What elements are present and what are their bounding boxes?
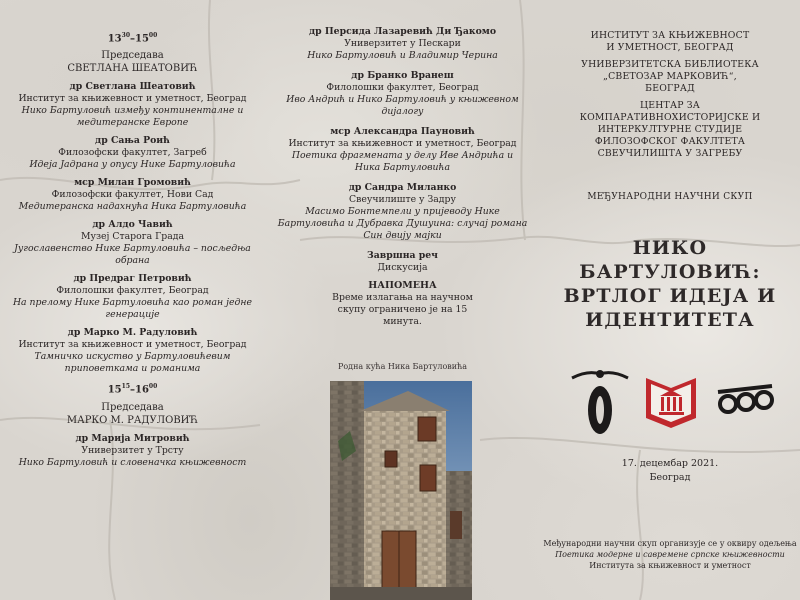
chair-name: МАРКО М. РАДУЛОВИЋ <box>66 414 199 426</box>
left-panel <box>0 0 265 600</box>
institute-logo-icon <box>572 370 628 434</box>
footer-note <box>540 538 800 571</box>
speaker-name: др Сандра Миланко <box>348 182 457 193</box>
title-line-1: НИКО БАРТУЛОВИЋ: <box>579 237 761 283</box>
speaker-institution: Универзитет у Пескари <box>344 38 461 49</box>
right-panel <box>540 0 800 600</box>
talk-item <box>265 70 540 118</box>
talk-item <box>265 26 540 62</box>
speaker-name: др Марија Митровић <box>75 432 190 444</box>
talk-item <box>265 182 540 242</box>
speaker-name: др Бранко Вранеш <box>351 70 454 81</box>
event-date-block <box>540 457 800 485</box>
footer-line-2: Поетика модерне и савремене српске књижевности <box>555 550 785 559</box>
speaker-name: др Персида Лазаревић Ди Ђакомо <box>308 26 497 37</box>
program-continued <box>265 26 540 328</box>
speaker-institution: Филозофски факултет, Загреб <box>58 147 207 159</box>
talk-title: Тамничко искуство у Бартуловићевим приповеткама и романима <box>34 351 231 375</box>
speaker-name: мср Александра Пауновић <box>330 126 475 137</box>
talk-title: Медитеранска надахнућа Ника Бартуловића <box>18 201 247 213</box>
chair-label: Председава <box>101 50 164 62</box>
title-line-2: ВРТЛОГ ИДЕЈА И <box>563 285 777 307</box>
talk-item <box>0 219 265 267</box>
chair-name: СВЕТЛАНА ШЕАТОВИЋ <box>67 63 198 75</box>
chair-label: Председава <box>101 401 164 413</box>
note-text: Време излагања на научном скупу ограничено је на 15 минута. <box>332 292 473 327</box>
speaker-name: др Марко М. Радуловић <box>67 327 198 339</box>
session-2-time: $15^{15}-16^{00}$ <box>107 383 158 396</box>
photo-caption: Родна кућа Ника Бартуловића <box>337 362 468 371</box>
footer-line-1: Међународни научни скуп организује се у оквиру одељења <box>543 539 797 548</box>
talk-title: На прелому Нике Бартуловића као роман једне генерације <box>12 297 253 321</box>
talk-item <box>0 177 265 213</box>
title-line-3: ИДЕНТИТЕТА <box>585 309 755 331</box>
center-logo-icon <box>718 386 772 412</box>
talk-title: Иво Андрић и Нико Бартуловић у књижевном дијалогу <box>286 94 519 117</box>
speaker-institution: Институт за књижевност и уметност, Београд <box>288 138 517 149</box>
program-session-1 <box>0 24 265 475</box>
closing-item <box>265 250 540 274</box>
organizers <box>540 30 800 165</box>
speaker-name: др Предраг Петровић <box>73 273 192 285</box>
speaker-name: др Светлана Шеатовић <box>69 81 196 93</box>
middle-panel <box>265 0 540 600</box>
speaker-institution: Универзитет у Трсту <box>81 444 184 456</box>
conference-title <box>540 236 800 332</box>
speaker-name: мср Милан Громовић <box>74 177 191 189</box>
organizer-1: ИНСТИТУТ ЗА КЊИЖЕВНОСТ И УМЕТНОСТ, БЕОГРАД <box>590 30 750 53</box>
speaker-institution: Музеј Старога Града <box>80 231 185 243</box>
meeting-type: МЕЂУНАРОДНИ НАУЧНИ СКУП <box>587 192 753 202</box>
closing-label: Завршна реч <box>367 250 438 261</box>
note-heading: НАПОМЕНА <box>368 280 437 291</box>
talk-title: Нико Бартуловић и Владимир Черина <box>307 50 498 61</box>
talk-item <box>265 126 540 174</box>
talk-title: Идеја Јадрана у опусу Нике Бартуловића <box>29 159 236 171</box>
talk-title: Масимо Бонтемпели у пријеводу Нике Бартуловића и Дубравка Душуина: случај романа Син двију мајки <box>277 206 528 241</box>
talk-title: Југославенство Нике Бартуловића – посљедња обрана <box>14 243 251 267</box>
speaker-institution: Филолошки факултет, Београд <box>326 82 479 93</box>
talk-item <box>0 273 265 321</box>
event-city: Београд <box>649 472 691 483</box>
organizer-3: ЦЕНТАР ЗА КОМПАРАТИВНОХИСТОРИЈСКЕ И ИНТЕРКУЛТУРНЕ СТУДИЈЕ ФИЛОЗОФСКОГ ФАКУЛТЕТА СВЕУЧИЛИШТА У ЗАГРЕБУ <box>579 100 761 159</box>
talk-title: Поетика фрагмената у делу Иве Андрића и Ника Бартуловића <box>291 150 514 173</box>
logos-svg <box>540 364 800 440</box>
speaker-institution: Филозофски факултет, Нови Сад <box>51 189 214 201</box>
closing-text: Дискусија <box>377 262 428 273</box>
session-1-time: $13^{30}-15^{00}$ <box>107 32 158 45</box>
talk-item <box>0 81 265 129</box>
talk-item <box>0 135 265 171</box>
talk-item <box>0 327 265 375</box>
talk-title: Нико Бартуловић између континенталне и медитеранске Европе <box>21 105 244 129</box>
footer-line-3: Института за књижевност и уметност <box>589 561 751 570</box>
talk-title: Нико Бартуловић и словеначка књижевност <box>18 456 247 468</box>
speaker-name: др Сања Роић <box>95 135 170 147</box>
speaker-institution: Свеучилиште у Задру <box>349 194 456 205</box>
speaker-institution: Институт за књижевност и уметност, Београд <box>18 339 247 351</box>
stone-house-illustration <box>330 381 472 600</box>
talk-item <box>0 433 265 469</box>
logo-row <box>540 364 800 440</box>
speaker-name: др Алдо Чавић <box>92 219 173 231</box>
speaker-institution: Институт за књижевност и уметност, Београд <box>18 93 247 105</box>
event-date: 17. децембар 2021. <box>621 458 719 469</box>
library-logo-icon <box>646 378 696 428</box>
house-photo <box>330 381 472 600</box>
organizer-2: УНИВЕРЗИТЕТСКА БИБЛИОТЕКА „СВЕТОЗАР МАРКОВИЋ“, БЕОГРАД <box>581 59 759 94</box>
speaker-institution: Филолошки факултет, Београд <box>56 285 209 297</box>
